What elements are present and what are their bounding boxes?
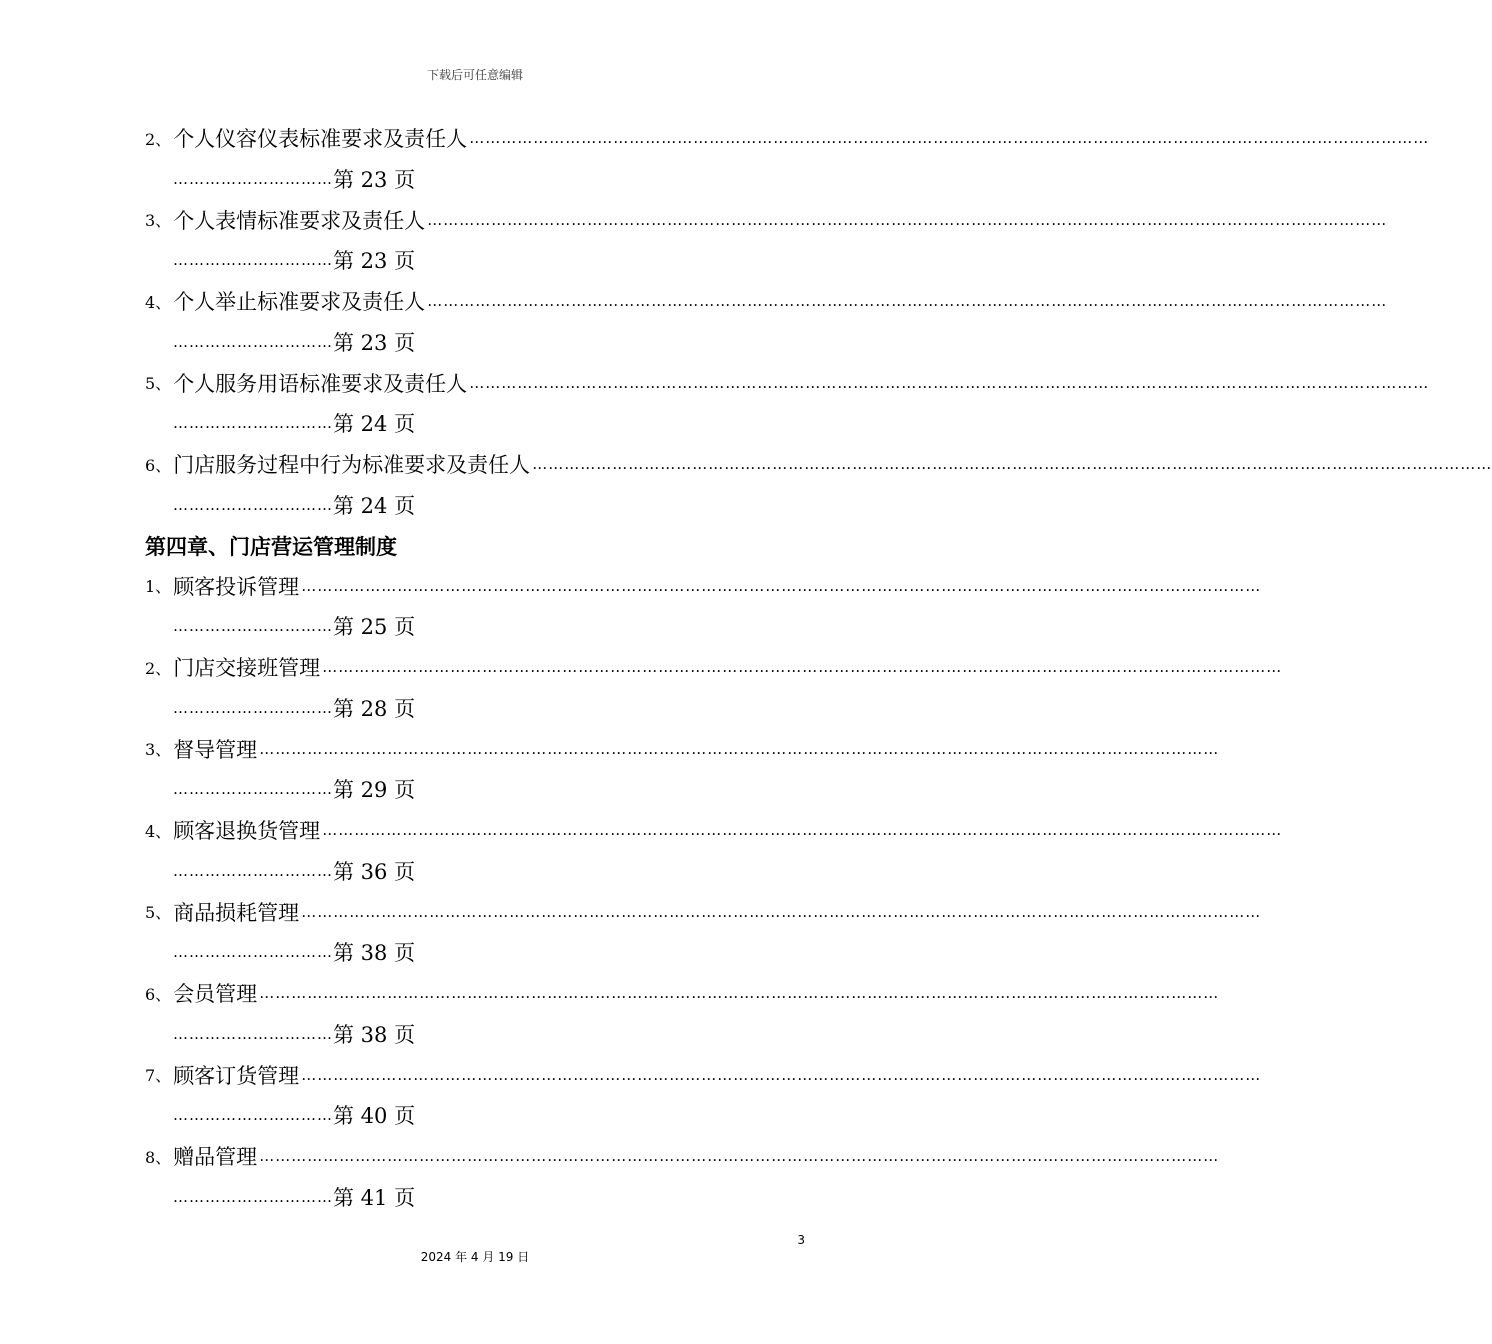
toc-entry-title: 顾客退换货管理 [173, 819, 321, 843]
toc-entry-title: 个人举止标准要求及责任人 [173, 290, 426, 314]
toc-entry-title: 个人表情标准要求及责任人 [173, 208, 426, 233]
toc-entry-page: 第 36 页 [333, 859, 416, 884]
toc-entry-number: 6、 [145, 984, 172, 1004]
toc-entry-number: 6、 [145, 455, 172, 475]
toc-entry-title: 个人服务用语标准要求及责任人 [173, 371, 468, 396]
dot-leader: ……………………………………………………………………………………………………………………………………………………………… [469, 373, 1430, 392]
toc-entry-number: 5、 [145, 903, 172, 922]
toc-entry-number: 4、 [145, 821, 172, 841]
dot-leader: ……………………………………………………………………………………………………………………………………………………………… [427, 292, 1388, 310]
dot-leader: ………………………… [173, 617, 333, 635]
toc-entry[interactable] [145, 892, 1262, 974]
dot-leader: ……………………………………………………………………………………………………………………………………………………………… [301, 576, 1262, 595]
toc-entry-title: 商品损耗管理 [173, 900, 300, 925]
toc-entry-page-line [145, 240, 805, 281]
toc-entry-page: 第 38 页 [333, 1022, 416, 1047]
toc-entry-title: 会员管理 [173, 982, 258, 1006]
toc-entry-line [145, 810, 1283, 850]
dot-leader: ……………………………………………………………………………………………………………………………………………………………… [532, 455, 1492, 473]
toc-entry-page: 第 29 页 [333, 778, 416, 802]
toc-entry-number: 3、 [145, 740, 172, 759]
toc-entry[interactable] [145, 118, 1430, 200]
header-note: 下载后可任意编辑 [426, 68, 523, 82]
toc-entry[interactable] [145, 1055, 1262, 1137]
toc-entry-line [145, 281, 1388, 321]
toc-entry[interactable] [145, 973, 1220, 1055]
dot-leader: ………………………… [173, 1106, 333, 1124]
toc-entry-title: 个人仪容仪表标准要求及责任人 [173, 127, 468, 151]
dot-leader: ………………………… [173, 780, 333, 798]
toc-entry-title: 门店服务过程中行为标准要求及责任人 [173, 453, 531, 477]
toc-entry-line [145, 973, 1220, 1013]
toc-entry-page-line [145, 158, 805, 199]
toc-entry[interactable] [145, 729, 1220, 811]
toc-entry[interactable] [145, 566, 1262, 648]
dot-leader: ………………………… [173, 251, 333, 269]
toc-entry[interactable] [145, 363, 1430, 445]
dot-leader: ………………………… [173, 414, 333, 432]
toc-entry-page: 第 28 页 [333, 696, 416, 721]
toc-entry-number: 3、 [145, 211, 172, 230]
toc-entry-number: 2、 [145, 658, 172, 678]
toc-entry-line [145, 200, 1388, 240]
toc-entry[interactable] [145, 647, 1283, 729]
dot-leader: ………………………… [173, 943, 333, 961]
toc-entry-page: 第 24 页 [333, 412, 416, 436]
toc-entry-page: 第 23 页 [333, 249, 416, 273]
toc-entry[interactable] [145, 281, 1388, 363]
toc-entry-line [145, 1136, 1220, 1176]
dot-leader: ………………………… [173, 1187, 333, 1206]
toc-entry-page-line [145, 321, 805, 362]
toc-entry-page: 第 23 页 [333, 167, 416, 192]
toc-entry-page-line [145, 484, 805, 525]
toc-entry-page: 第 41 页 [333, 1185, 416, 1210]
toc-entry-line [145, 647, 1283, 687]
dot-leader: ………………………… [173, 332, 333, 351]
toc-entry[interactable] [145, 200, 1388, 282]
toc-entry-line [145, 118, 1430, 158]
toc-entry-page-line [145, 606, 805, 647]
dot-leader: ……………………………………………………………………………………………………………………………………………………………… [427, 210, 1388, 229]
dot-leader: ……………………………………………………………………………………………………………………………………………………………… [301, 902, 1262, 921]
toc-entry-page: 第 23 页 [333, 330, 416, 355]
toc-group-1 [145, 118, 1492, 526]
toc-entry-number: 5、 [145, 374, 172, 393]
toc-entry-title: 督导管理 [173, 737, 258, 762]
toc-entry-line [145, 566, 1262, 606]
toc-entry-page-line [145, 932, 805, 973]
toc-entry-number: 4、 [145, 292, 172, 312]
toc-entry-line [145, 892, 1262, 932]
toc-entry-page-line [145, 403, 805, 444]
toc-entry-line [145, 444, 1492, 484]
dot-leader: ………………………… [173, 169, 333, 188]
dot-leader: ………………………… [173, 698, 333, 717]
toc-entry-title: 门店交接班管理 [173, 656, 321, 680]
toc-entry-title: 顾客订货管理 [173, 1063, 300, 1088]
toc-entry-page: 第 38 页 [333, 941, 416, 965]
dot-leader: ……………………………………………………………………………………………………………………………………………………………… [259, 1147, 1220, 1165]
toc-entry-page-line [145, 1176, 805, 1217]
dot-leader: ……………………………………………………………………………………………………………………………………………………………… [301, 1065, 1262, 1084]
dot-leader: ……………………………………………………………………………………………………………………………………………………………… [259, 739, 1220, 758]
toc-entry-page-line [145, 1095, 805, 1136]
toc-entry-page: 第 25 页 [333, 615, 416, 639]
toc-entry-number: 7、 [145, 1066, 172, 1085]
toc-entry-number: 2、 [145, 129, 172, 149]
footer-date: 2024 年 4 月 19 日 [420, 1250, 530, 1264]
toc-entry-page: 第 40 页 [333, 1104, 416, 1128]
toc-entry-line [145, 729, 1220, 769]
toc-entry-line [145, 1055, 1262, 1095]
toc-entry-title: 赠品管理 [173, 1145, 258, 1169]
toc-entry-number: 8、 [145, 1147, 172, 1167]
toc-entry-line [145, 363, 1430, 403]
dot-leader: ……………………………………………………………………………………………………………………………………………………………… [259, 984, 1220, 1002]
dot-leader: ………………………… [173, 1024, 333, 1043]
toc-entry-page-line [145, 769, 805, 810]
page-number: 3 [797, 1233, 805, 1247]
toc-entry[interactable] [145, 444, 1492, 526]
toc-entry-page-line [145, 850, 805, 891]
toc-entry-page-line [145, 687, 805, 728]
dot-leader: ……………………………………………………………………………………………………………………………………………………………… [322, 821, 1283, 839]
dot-leader: ……………………………………………………………………………………………………………………………………………………………… [322, 658, 1283, 676]
toc-entry-number: 1、 [145, 577, 172, 596]
toc-entry-title: 顾客投诉管理 [173, 574, 300, 599]
toc-group-2 [145, 566, 1283, 1218]
chapter-heading: 第四章、门店营运管理制度 [145, 533, 397, 559]
dot-leader: ………………………… [173, 495, 333, 514]
toc-entry[interactable] [145, 810, 1283, 892]
toc-entry[interactable] [145, 1136, 1220, 1218]
table-of-contents [145, 118, 1492, 1218]
toc-entry-page-line [145, 1013, 805, 1054]
dot-leader: ………………………… [173, 861, 333, 880]
toc-entry-page: 第 24 页 [333, 493, 416, 518]
dot-leader: ……………………………………………………………………………………………………………………………………………………………… [469, 129, 1430, 147]
